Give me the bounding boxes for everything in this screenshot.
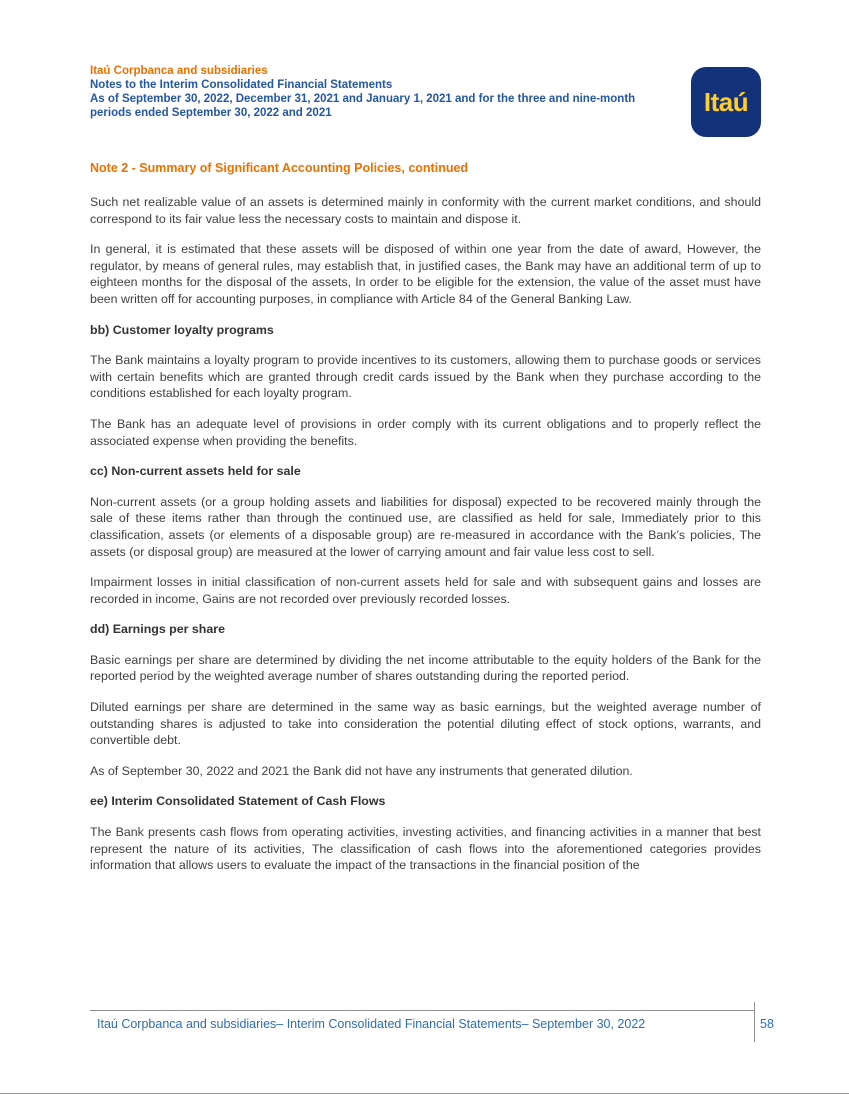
body-paragraph: The Bank maintains a loyalty program to provide incentives to its customers, allowing them to purchase goods or services with certain benefits which are granted through credit cards issued by the Bank when they purchase according to the conditions established for each loyalty program.	[90, 353, 761, 401]
section-heading: bb) Customer loyalty programs	[90, 322, 274, 337]
section-heading: cc) Non-current assets held for sale	[90, 464, 301, 479]
footer-rule	[90, 1010, 754, 1011]
company-name: Itaú Corpbanca and subsidiaries	[90, 65, 268, 77]
document-header	[90, 64, 761, 137]
itau-logo-text: Itaú	[703, 86, 749, 117]
page-number: 58	[760, 1017, 774, 1031]
reporting-period: As of September 30, 2022, December 31, 2021 and January 1, 2021 and for the three and nine-month periods ended September 30, 2022 and 2021	[90, 93, 636, 119]
body-paragraph: Diluted earnings per share are determined in the same way as basic earnings, but the weighted average number of outstanding shares is adjusted to take into consideration the potential diluting effect of stock options, warrants, and convertible debt.	[90, 700, 761, 748]
body-paragraph: The Bank presents cash flows from operating activities, investing activities, and financing activities in a manner that best represent the nature of its activities, The classification of cash flows into the aforementioned categories provides information that allows users to evaluate the impact of the transactions in the financial position of the	[90, 825, 761, 873]
body-paragraph: In general, it is estimated that these assets will be disposed of within one year from the date of award, However, the regulator, by means of general rules, may establish that, in justified cases, the Bank may have an additional term of up to eighteen months for the disposal of the assets, In order to be eligible for the extension, the value of the asset must have been written off for accounting purposes, in compliance with Article 84 of the General Banking Law.	[90, 242, 761, 306]
screenshot-bottom-border	[0, 1093, 849, 1094]
body-paragraph: Such net realizable value of an assets is determined mainly in conformity with the current market conditions, and should correspond to its fair value less the necessary costs to maintain and dispose it.	[90, 195, 761, 226]
document-header-text	[90, 64, 678, 120]
page-number-divider	[754, 1002, 755, 1042]
body-paragraph: As of September 30, 2022 and 2021 the Bank did not have any instruments that generated dilution.	[90, 763, 633, 778]
body-paragraph: Basic earnings per share are determined by dividing the net income attributable to the equity holders of the Bank for the reported period by the weighted average number of shares outstanding during the reported period.	[90, 652, 761, 684]
section-heading: dd) Earnings per share	[90, 622, 225, 637]
body-paragraph: Impairment losses in initial classification of non-current assets held for sale and with subsequent gains and losses are recorded in income, Gains are not recorded over previously recorded losses.	[90, 575, 761, 606]
note-heading: Note 2 - Summary of Significant Accounting Policies, continued	[90, 161, 469, 175]
content-blocks	[90, 194, 761, 874]
body-paragraph: The Bank has an adequate level of provisions in order comply with its current obligations and to properly reflect the associated expense when providing the benefits.	[90, 416, 761, 448]
itau-logo	[691, 67, 761, 137]
body-paragraph: Non-current assets (or a group holding assets and liabilities for disposal) expected to be recovered mainly through the sale of these items rather than through the continued use, are classified as held for sale, Immediately prior to this classification, assets (or elements of a disposable group) are re-measured in accordance with the Bank’s policies, The assets (or disposal group) are measured at the lower of carrying amount and fair value less cost to sell.	[90, 494, 761, 559]
page-footer	[90, 1002, 772, 1042]
footer-text: Itaú Corpbanca and subsidiaries– Interim Consolidated Financial Statements– September 30, 2022	[97, 1017, 646, 1031]
section-heading: ee) Interim Consolidated Statement of Cash Flows	[90, 794, 386, 809]
document-title: Notes to the Interim Consolidated Financial Statements	[90, 79, 393, 91]
